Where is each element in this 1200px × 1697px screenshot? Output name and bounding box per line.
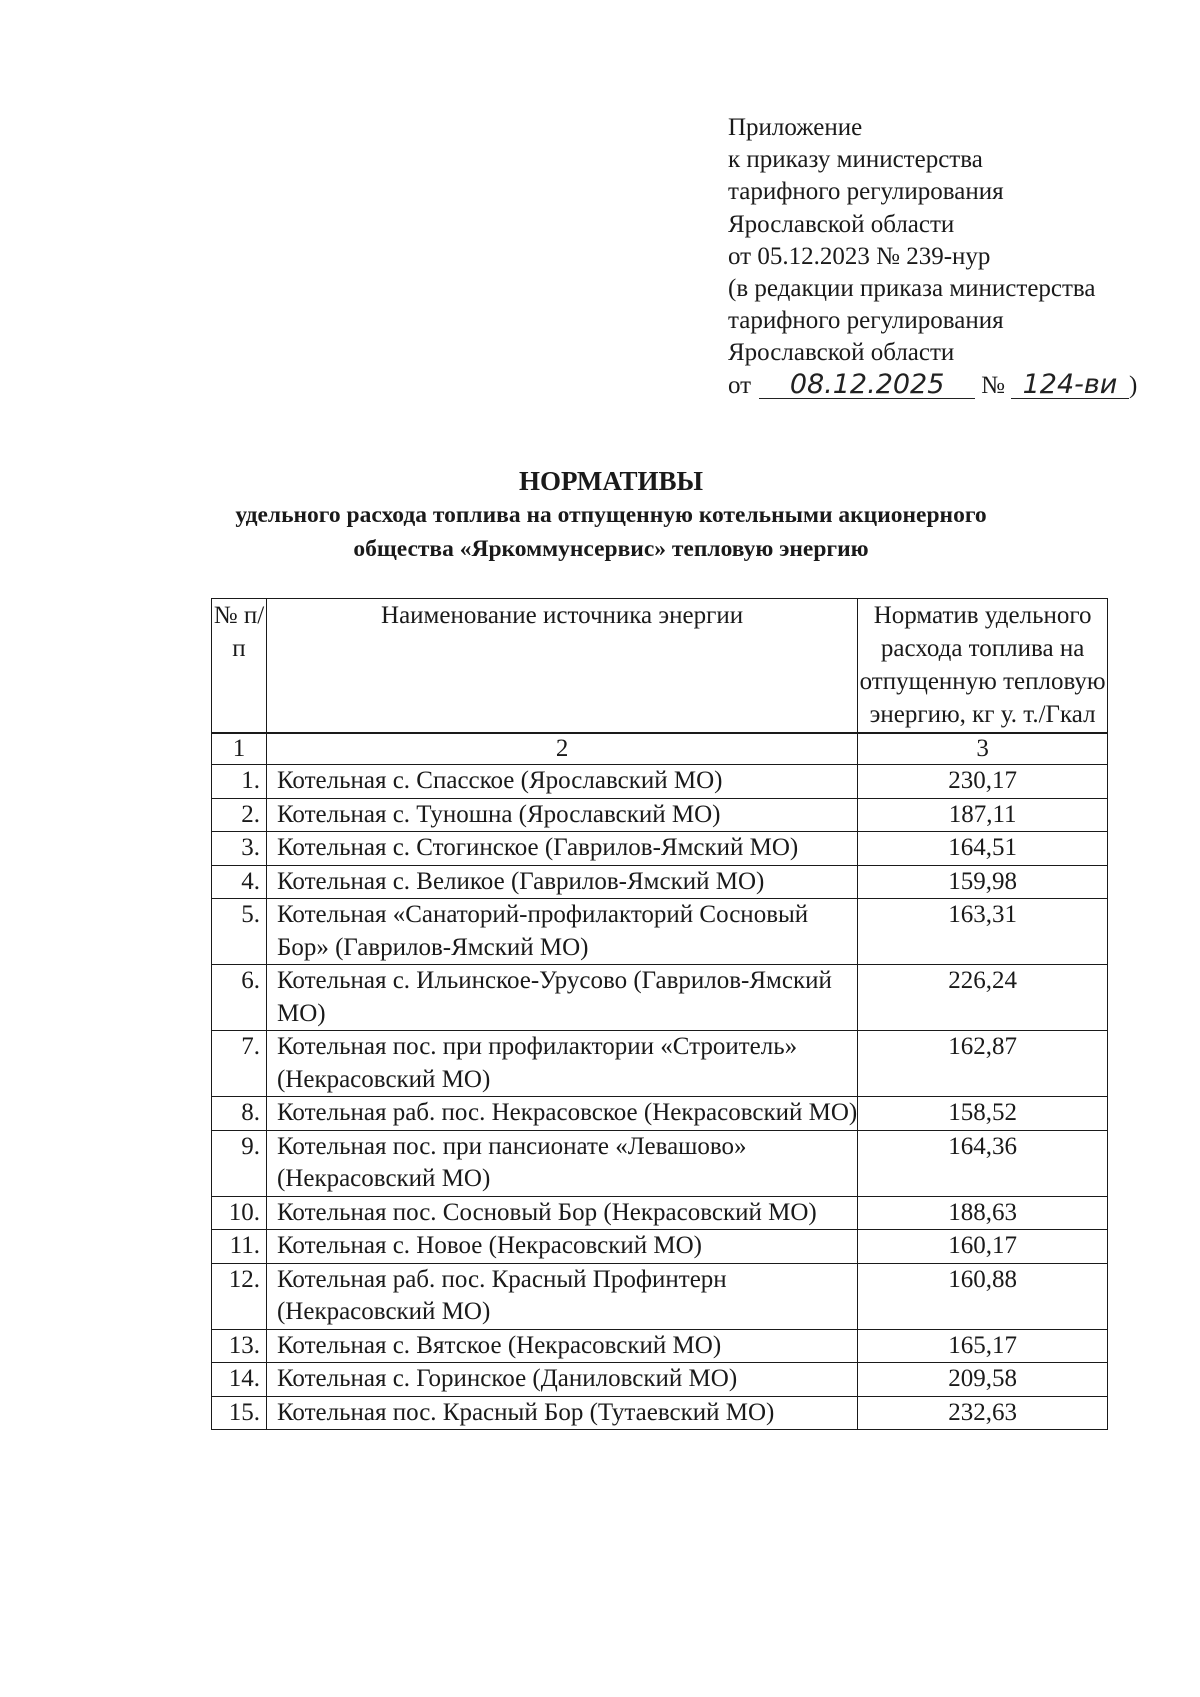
sign-close: ) [1128, 371, 1138, 399]
table-row [212, 1329, 1108, 1363]
row-value: 165,17 [858, 1329, 1108, 1363]
title-subtitle-line-2: общества «Яркоммунсервис» тепловую энергию [353, 536, 869, 562]
signature-line [728, 370, 1137, 402]
row-name: Котельная с. Стогинское (Гаврилов-Ямский МО) [266, 832, 857, 866]
handwritten-date: 08.12.2025 [759, 372, 975, 399]
row-name: Котельная с. Новое (Некрасовский МО) [266, 1230, 857, 1264]
row-value: 159,98 [858, 865, 1108, 899]
row-value: 163,31 [858, 899, 1108, 965]
row-value: 226,24 [858, 965, 1108, 1031]
title-subtitle-line-1: удельного расхода топлива на отпущенную котельными акционерного [235, 502, 987, 528]
table-row [212, 832, 1108, 866]
appendix-block [728, 112, 1137, 402]
row-value: 160,17 [858, 1230, 1108, 1264]
row-value: 187,11 [858, 798, 1108, 832]
row-number: 3. [212, 832, 267, 866]
header-num: № п/п [212, 599, 267, 734]
table-row [212, 765, 1108, 799]
row-number: 4. [212, 865, 267, 899]
row-value: 162,87 [858, 1031, 1108, 1097]
table-row [212, 1031, 1108, 1097]
row-name: Котельная пос. при профилактории «Строитель» (Некрасовский МО) [266, 1031, 857, 1097]
appendix-line: от 05.12.2023 № 239-нур [728, 242, 991, 270]
row-value: 158,52 [858, 1097, 1108, 1131]
appendix-line: тарифного регулирования [728, 307, 1004, 335]
row-number: 10. [212, 1196, 267, 1230]
table-row [212, 1363, 1108, 1397]
table-row [212, 1263, 1108, 1329]
table-header-row [212, 599, 1108, 734]
table-row [212, 1396, 1108, 1430]
column-index: 2 [266, 733, 857, 765]
row-number: 2. [212, 798, 267, 832]
column-index: 1 [212, 733, 267, 765]
row-number: 8. [212, 1097, 267, 1131]
row-number: 1. [212, 765, 267, 799]
row-number: 5. [212, 899, 267, 965]
row-number: 14. [212, 1363, 267, 1397]
table-row [212, 865, 1108, 899]
table-row [212, 965, 1108, 1031]
row-name: Котельная с. Вятское (Некрасовский МО) [266, 1329, 857, 1363]
row-name: Котельная с. Ильинское-Урусово (Гаврилов-Ямский МО) [266, 965, 857, 1031]
row-value: 188,63 [858, 1196, 1108, 1230]
row-number: 15. [212, 1396, 267, 1430]
row-value: 160,88 [858, 1263, 1108, 1329]
appendix-line: (в редакции приказа министерства [728, 275, 1096, 303]
row-name: Котельная раб. пос. Некрасовское (Некрасовский МО) [266, 1097, 857, 1131]
row-number: 9. [212, 1130, 267, 1196]
row-name: Котельная с. Великое (Гаврилов-Ямский МО) [266, 865, 857, 899]
table-row [212, 1196, 1108, 1230]
table-row [212, 798, 1108, 832]
table-row [212, 899, 1108, 965]
row-number: 6. [212, 965, 267, 1031]
appendix-line: Приложение [728, 114, 863, 141]
row-name: Котельная с. Горинское (Даниловский МО) [266, 1363, 857, 1397]
column-index-row [212, 733, 1108, 765]
appendix-line: к приказу министерства [728, 146, 983, 174]
table-row [212, 1097, 1108, 1131]
document-title [160, 464, 1062, 566]
number-sign: № [981, 371, 1005, 399]
row-value: 164,36 [858, 1130, 1108, 1196]
row-name: Котельная пос. Сосновый Бор (Некрасовский МО) [266, 1196, 857, 1230]
row-number: 11. [212, 1230, 267, 1264]
row-value: 232,63 [858, 1396, 1108, 1430]
row-name: Котельная раб. пос. Красный Профинтерн (Некрасовский МО) [266, 1263, 857, 1329]
header-value: Норматив удельного расхода топлива на отпущенную тепловую энергию, кг у. т./Гкал [858, 599, 1108, 734]
handwritten-number: 124-ви [1011, 372, 1129, 399]
table-row [212, 1130, 1108, 1196]
row-name: Котельная пос. при пансионате «Левашово» (Некрасовский МО) [266, 1130, 857, 1196]
appendix-line: тарифного регулирования [728, 178, 1004, 206]
appendix-line: Ярославской области [728, 210, 955, 238]
header-name: Наименование источника энергии [266, 599, 857, 734]
appendix-line: Ярославской области [728, 339, 955, 367]
title-main: НОРМАТИВЫ [518, 466, 704, 496]
sign-prefix: от [728, 371, 752, 399]
norms-table [211, 598, 1108, 1430]
row-number: 13. [212, 1329, 267, 1363]
row-name: Котельная с. Туношна (Ярославский МО) [266, 798, 857, 832]
row-value: 230,17 [858, 765, 1108, 799]
row-value: 164,51 [858, 832, 1108, 866]
table-row [212, 1230, 1108, 1264]
row-name: Котельная пос. Красный Бор (Тутаевский МО) [266, 1396, 857, 1430]
row-name: Котельная «Санаторий-профилакторий Сосновый Бор» (Гаврилов-Ямский МО) [266, 899, 857, 965]
column-index: 3 [858, 733, 1108, 765]
row-name: Котельная с. Спасское (Ярославский МО) [266, 765, 857, 799]
row-value: 209,58 [858, 1363, 1108, 1397]
row-number: 12. [212, 1263, 267, 1329]
row-number: 7. [212, 1031, 267, 1097]
